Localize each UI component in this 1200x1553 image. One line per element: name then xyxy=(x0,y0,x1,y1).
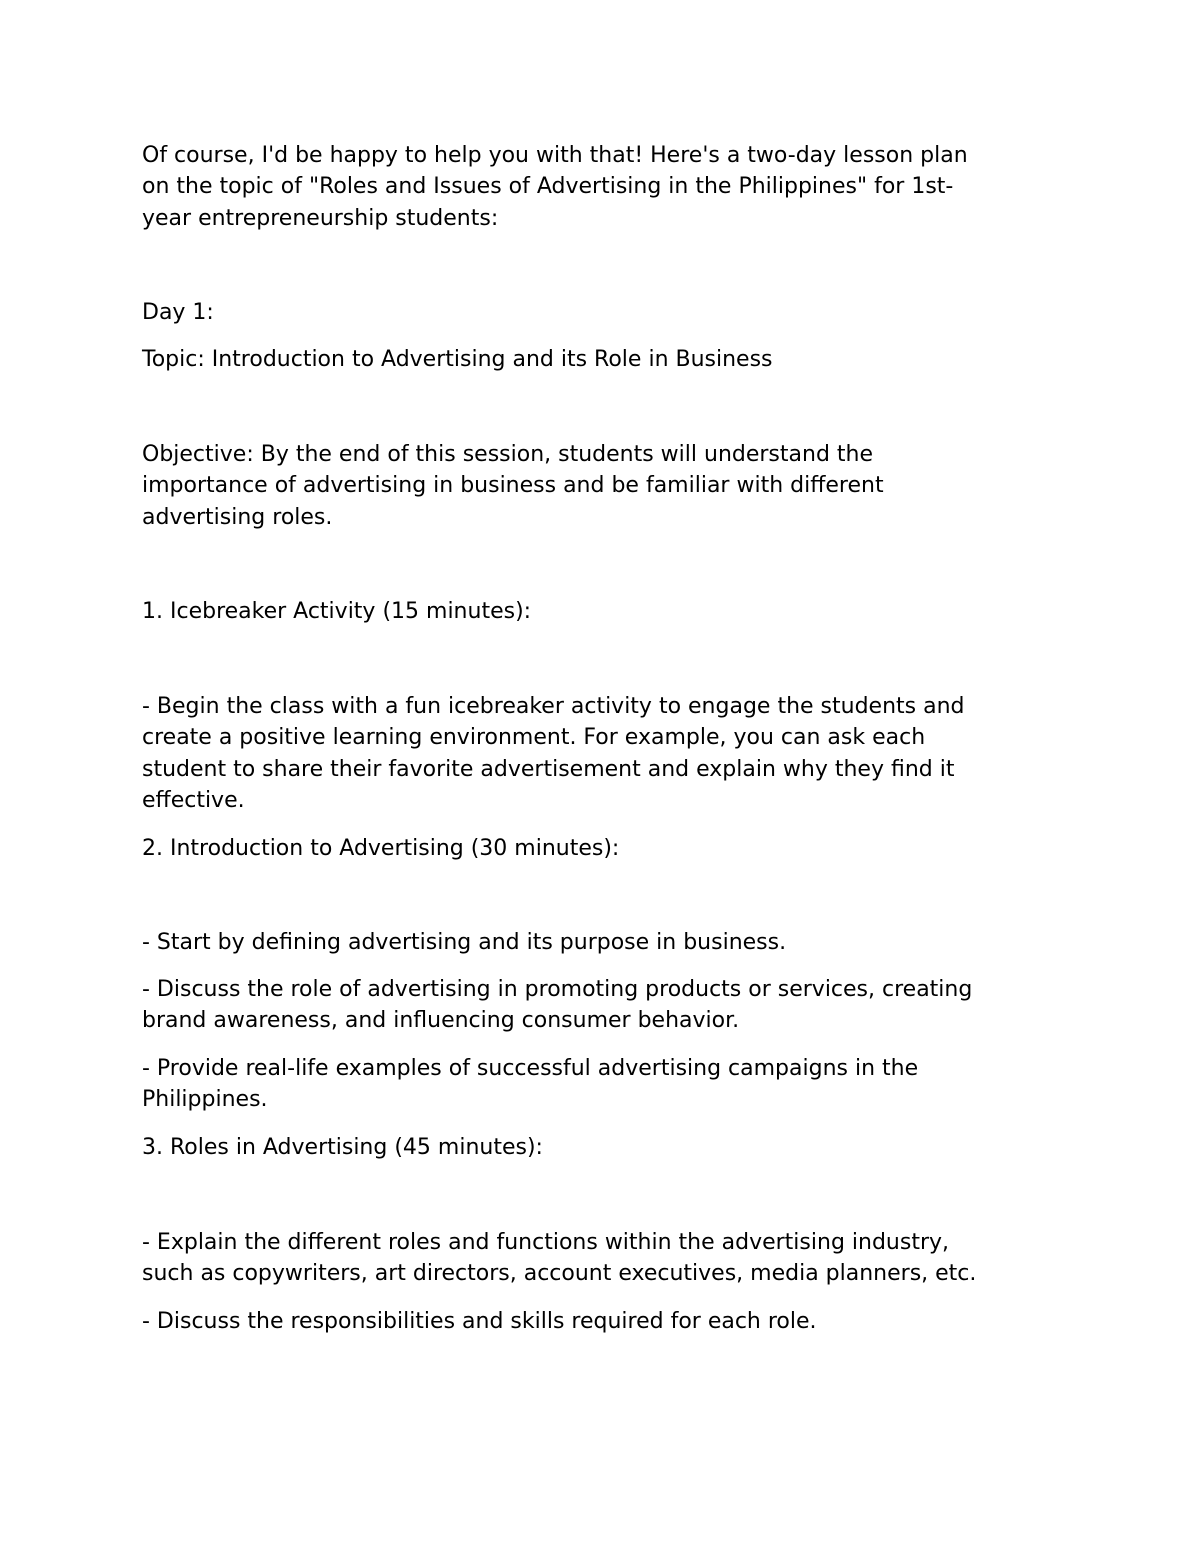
day-heading-text: Day 1: xyxy=(142,300,214,325)
step2-bullet-1 xyxy=(142,927,1052,958)
objective-paragraph xyxy=(142,439,1052,533)
step2-bullet-3-line-1: - Provide real-life examples of successful advertising campaigns in the xyxy=(142,1056,919,1081)
topic-line xyxy=(142,344,1052,375)
step2-heading xyxy=(142,833,1052,864)
step2-bullet-2-line-2: brand awareness, and influencing consumer behavior. xyxy=(142,1008,740,1034)
step1-heading-text: 1. Icebreaker Activity (15 minutes): xyxy=(142,599,532,624)
step3-bullet-2-line-1: - Discuss the responsibilities and skills required for each role. xyxy=(142,1309,817,1334)
step1-heading xyxy=(142,596,1052,627)
intro-line-1: Of course, I'd be happy to help you with that! Here's a two-day lesson plan xyxy=(142,143,968,168)
step3-heading-text: 3. Roles in Advertising (45 minutes): xyxy=(142,1135,543,1160)
step2-bullet-2 xyxy=(142,974,1052,1037)
step1-bullet xyxy=(142,691,1052,816)
step2-bullet-1-line-1: - Start by defining advertising and its purpose in business. xyxy=(142,930,787,955)
step2-bullet-3 xyxy=(142,1053,1052,1116)
step3-bullet-1 xyxy=(142,1227,1052,1290)
step2-bullet-3-line-2: Philippines. xyxy=(142,1087,268,1113)
objective-line-2: importance of advertising in business and be familiar with different xyxy=(142,473,884,499)
step1-bullet-line-4: effective. xyxy=(142,787,245,813)
objective-line-3: advertising roles. xyxy=(142,504,333,530)
intro-paragraph xyxy=(142,140,1052,234)
step3-bullet-1-line-1: - Explain the different roles and functions within the advertising industry, xyxy=(142,1230,950,1255)
topic-text: Topic: Introduction to Advertising and its Role in Business xyxy=(142,347,773,372)
day-heading xyxy=(142,297,1052,328)
step3-bullet-2 xyxy=(142,1306,1052,1337)
objective-line-1: Objective: By the end of this session, students will understand the xyxy=(142,442,874,467)
step3-heading xyxy=(142,1132,1052,1163)
step3-bullet-1-line-2: such as copywriters, art directors, account executives, media planners, etc. xyxy=(142,1261,977,1287)
step1-bullet-line-1: - Begin the class with a fun icebreaker activity to engage the students and xyxy=(142,694,965,719)
step1-bullet-line-2: create a positive learning environment. For example, you can ask each xyxy=(142,725,926,751)
step2-heading-text: 2. Introduction to Advertising (30 minutes): xyxy=(142,836,620,861)
step2-bullet-2-line-1: - Discuss the role of advertising in promoting products or services, creating xyxy=(142,977,973,1002)
step1-bullet-line-3: student to share their favorite advertisement and explain why they find it xyxy=(142,756,955,782)
intro-line-2: on the topic of "Roles and Issues of Advertising in the Philippines" for 1st- xyxy=(142,174,954,200)
intro-line-3: year entrepreneurship students: xyxy=(142,205,499,231)
